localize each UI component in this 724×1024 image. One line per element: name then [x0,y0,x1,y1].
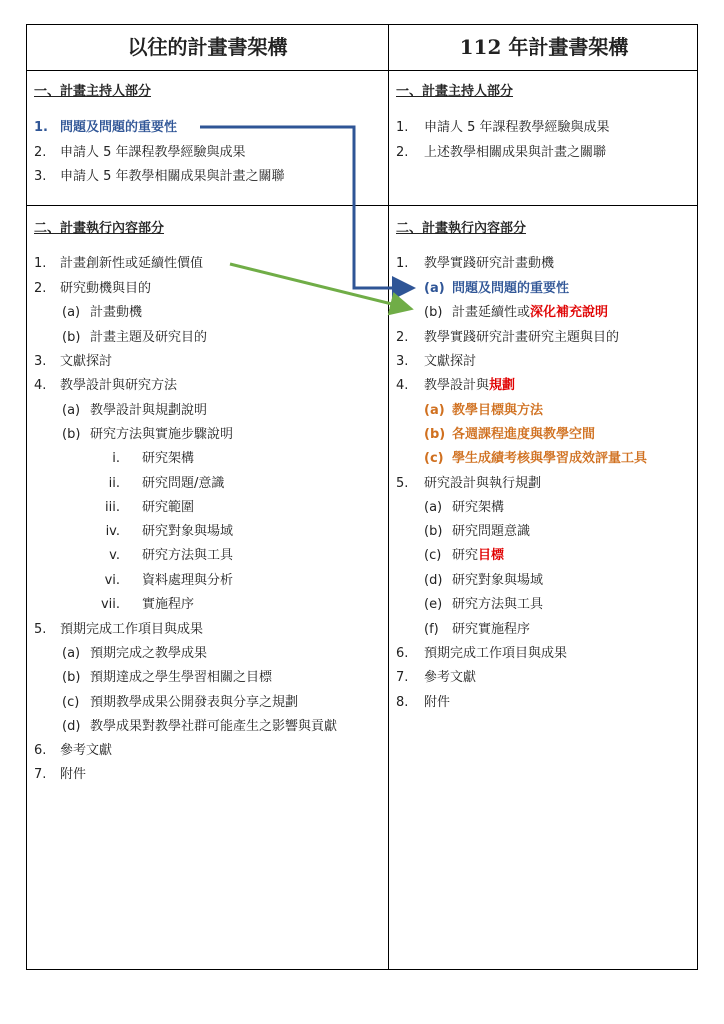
item-number: (b) [424,524,443,539]
highlight-text: 規劃 [489,378,516,393]
item-text: 教學實踐研究計畫研究主題與目的 [424,330,620,345]
item-text: 研究架構 [452,500,505,515]
item-number: 3. [34,169,47,184]
item-number: (b) [62,330,81,345]
item-number: iii. [105,500,120,515]
item-number: (a) [424,281,445,296]
item-text: 研究對象與場域 [452,573,544,588]
item-text: 附件 [60,767,87,782]
right-section1-heading: 一、計畫主持人部分 [396,84,514,99]
item-text: 申請人 5 年教學相關成果與計畫之關聯 [60,169,285,184]
item-number: (c) [62,695,80,710]
item-text: 預期完成工作項目與成果 [424,646,568,661]
item-number: 2. [34,281,47,296]
item-text: 教學目標與方法 [452,403,544,418]
item-number: (b) [62,670,81,685]
item-number: (a) [424,500,443,515]
item-text: 教學設計與研究方法 [60,378,178,393]
item-number: (c) [424,451,444,466]
item-text: 申請人 5 年課程教學經驗與成果 [424,120,610,135]
item-number: 2. [34,145,47,160]
item-text: 預期完成工作項目與成果 [60,622,204,637]
item-number: 5. [396,476,409,491]
item-text: 計畫創新性或延續性價值 [60,256,204,271]
item-number: (a) [62,403,81,418]
item-number: v. [109,548,120,563]
item-number: 1. [396,256,409,271]
item-number: 1. [396,120,409,135]
item-number: 8. [396,695,409,710]
item-number: (b) [424,305,443,320]
item-text: 研究設計與執行規劃 [424,476,542,491]
item-text: 計畫延續性或 [452,305,531,320]
item-text: 研究方法與工具 [452,597,544,612]
highlight-text: 目標 [478,548,505,563]
item-text: 問題及問題的重要性 [60,120,178,135]
item-number: ii. [108,476,120,491]
item-number: 6. [34,743,47,758]
item-text: 教學設計與規劃說明 [90,403,208,418]
item-text: 各週課程進度與教學空間 [452,427,596,442]
item-text: 研究方法與實施步驟說明 [90,427,234,442]
item-text: 附件 [424,695,451,710]
item-text: 預期完成之教學成果 [90,646,208,661]
item-text: 計畫主題及研究目的 [90,330,208,345]
left-section1-heading: 一、計畫主持人部分 [34,84,152,99]
item-text: 申請人 5 年課程教學經驗與成果 [60,145,246,160]
item-text: 研究架構 [142,451,195,466]
item-text: 學生成績考核與學習成效評量工具 [452,451,648,466]
item-number: 4. [396,378,409,393]
item-number: (b) [424,427,446,442]
item-number: (a) [62,646,81,661]
item-number: 3. [34,354,47,369]
item-number: vi. [104,573,120,588]
item-text: 參考文獻 [424,670,477,685]
item-text: 研究實施程序 [452,622,531,637]
item-text: 預期教學成果公開發表與分享之規劃 [90,695,299,710]
item-number: 6. [396,646,409,661]
item-number: 5. [34,622,47,637]
green-arrow [230,264,408,308]
item-number: 2. [396,145,409,160]
item-number: 2. [396,330,409,345]
item-text: 參考文獻 [60,743,113,758]
item-text: 文獻探討 [60,354,113,369]
item-number: (d) [424,573,443,588]
item-text: 研究問題/意識 [142,476,225,491]
item-text: 計畫動機 [90,305,143,320]
item-text: 教學成果對教學社群可能產生之影響與貢獻 [90,719,338,734]
item-number: (c) [424,548,442,563]
item-number: 7. [396,670,409,685]
item-number: (d) [62,719,81,734]
left-section2-heading: 二、計畫執行內容部分 [34,221,165,236]
item-number: 1. [34,256,47,271]
item-number: vii. [100,597,120,612]
item-text: 教學設計與 [424,378,490,393]
item-text: 上述教學相關成果與計畫之關聯 [424,145,607,160]
item-text: 文獻探討 [424,354,477,369]
item-text: 預期達成之學生學習相關之目標 [90,670,273,685]
item-text: 研究方法與工具 [142,548,234,563]
item-number: 7. [34,767,47,782]
item-number: 1. [34,120,48,135]
item-text: 實施程序 [142,597,195,612]
item-number: (a) [62,305,81,320]
right-title: 112 年計畫書架構 [459,35,629,59]
item-text: 研究 [452,548,479,563]
item-text: 教學實踐研究計畫動機 [424,256,555,271]
item-text: 研究範圍 [142,500,195,515]
item-text: 研究對象與場域 [142,524,234,539]
item-number: iv. [105,524,120,539]
item-number: (f) [424,622,439,637]
item-number: (e) [424,597,443,612]
item-number: 4. [34,378,47,393]
item-number: (a) [424,403,445,418]
right-section2-heading: 二、計畫執行內容部分 [396,221,527,236]
highlight-text: 深化補充說明 [530,305,609,320]
item-number: 3. [396,354,409,369]
item-number: (b) [62,427,81,442]
item-text: 研究問題意識 [452,524,531,539]
item-text: 資料處理與分析 [142,573,234,588]
left-title: 以往的計畫書架構 [127,35,288,59]
item-text: 問題及問題的重要性 [452,281,570,296]
item-number: i. [112,451,120,466]
item-text: 研究動機與目的 [60,281,152,296]
